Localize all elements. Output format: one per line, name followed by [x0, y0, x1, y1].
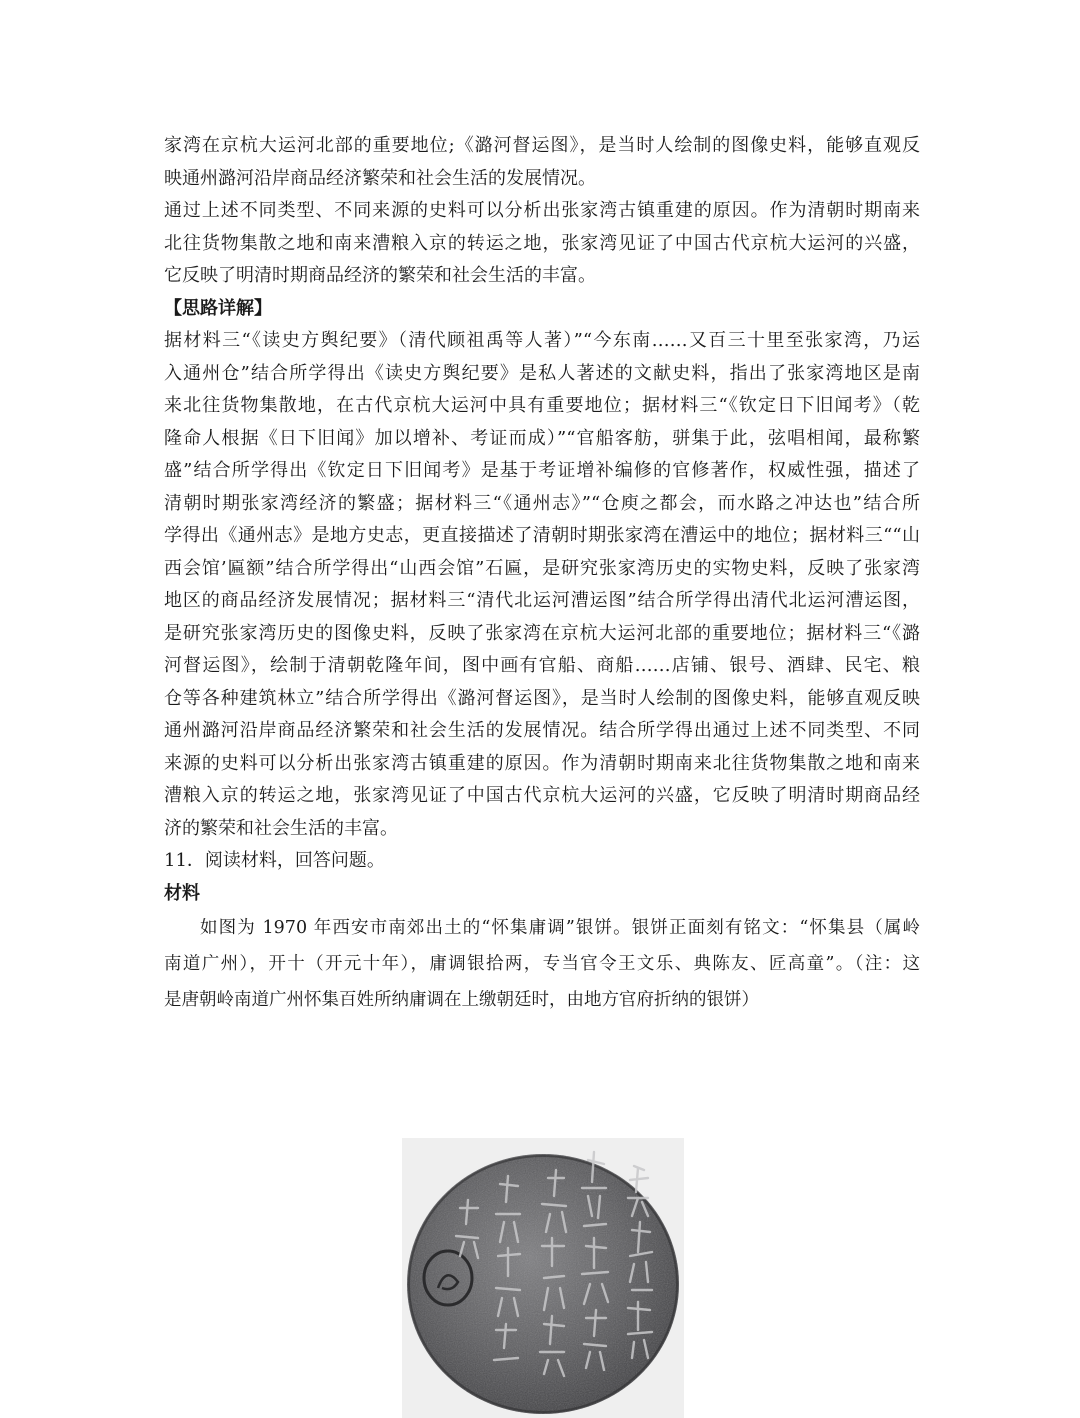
answer-line: 它反映了明清时期商品经济的繁荣和社会生活的丰富。 [164, 265, 596, 286]
material-line: 南道广州），开十（开元十年），庸调银拾两，专当官令王文乐、典陈友、匠高童”。（注：这 [164, 954, 920, 974]
silver-cake-image [402, 1138, 684, 1418]
analysis-heading: 【思路详解】 [164, 297, 272, 319]
analysis-line: 来源的史料可以分析出张家湾古镇重建的原因。作为清朝时期南来北往货物集散之地和南来 [164, 752, 920, 774]
analysis-line: 通州潞河沿岸商品经济繁荣和社会生活的发展情况。结合所学得出通过上述不同类型、不同 [164, 720, 920, 741]
analysis-line: 地区的商品经济发展情况；据材料三“清代北运河漕运图”结合所学得出清代北运河漕运图， [164, 590, 920, 611]
question-stem: 11．阅读材料，回答问题。 [164, 850, 385, 871]
analysis-line: 来北往货物集散地，在古代京杭大运河中具有重要地位；据材料三“《钦定日下旧闻考》（乾 [164, 395, 920, 416]
analysis-line: 据材料三“《读史方舆纪要》（清代顾祖禹等人著）”“今东南……又百三十里至张家湾，乃运 [164, 330, 920, 351]
analysis-line: 清朝时期张家湾经济的繁盛；据材料三“《通州志》”“仓庾之都会，而水路之冲达也”结合所 [164, 492, 920, 514]
analysis-line: 入通州仓”结合所学得出《读史方舆纪要》是私人著述的文献史料，指出了张家湾地区是南 [164, 362, 920, 384]
silver-cake-photo [402, 1138, 684, 1418]
analysis-line: 漕粮入京的转运之地，张家湾见证了中国古代京杭大运河的兴盛，它反映了明清时期商品经 [164, 785, 920, 806]
answer-line: 通过上述不同类型、不同来源的史料可以分析出张家湾古镇重建的原因。作为清朝时期南来 [164, 200, 920, 221]
material-line: 是唐朝岭南道广州怀集百姓所纳庸调在上缴朝廷时，由地方官府折纳的银饼） [164, 990, 759, 1010]
answer-line: 映通州潞河沿岸商品经济繁荣和社会生活的发展情况。 [164, 167, 596, 189]
analysis-line: 是研究张家湾历史的图像史料，反映了张家湾在京杭大运河北部的重要地位；据材料三“《潞 [164, 622, 920, 644]
analysis-line: 仓等各种建筑林立”结合所学得出《潞河督运图》，是当时人绘制的图像史料，能够直观反映 [164, 687, 920, 709]
answer-line: 北往货物集散之地和南来漕粮入京的转运之地，张家湾见证了中国古代京杭大运河的兴盛， [164, 232, 920, 254]
analysis-line: 西会馆’匾额”结合所学得出“山西会馆”石匾，是研究张家湾历史的实物史料，反映了张家湾 [164, 557, 920, 579]
analysis-line: 隆命人根据《日下旧闻》加以增补、考证而成）”“官船客舫，骈集于此，弦唱相闻，最称繁 [164, 427, 920, 449]
text-body [164, 130, 920, 1018]
analysis-line: 学得出《通州志》是地方史志，更直接描述了清朝时期张家湾在漕运中的地位；据材料三““山 [164, 525, 920, 546]
material-heading: 材料 [164, 882, 200, 904]
analysis-line: 济的繁荣和社会生活的丰富。 [164, 817, 398, 839]
material-line: 如图为 1970 年西安市南郊出土的“怀集庸调”银饼。银饼正面刻有铭文：“怀集县（属岭 [200, 918, 920, 938]
analysis-line: 盛”结合所学得出《钦定日下旧闻考》是基于考证增补编修的官修著作，权威性强，描述了 [164, 460, 920, 481]
analysis-line: 河督运图》，绘制于清朝乾隆年间，图中画有官船、商船……店铺、银号、酒肆、民宅、粮 [164, 655, 920, 676]
answer-line: 家湾在京杭大运河北部的重要地位;《潞河督运图》，是当时人绘制的图像史料，能够直观反 [164, 135, 920, 156]
